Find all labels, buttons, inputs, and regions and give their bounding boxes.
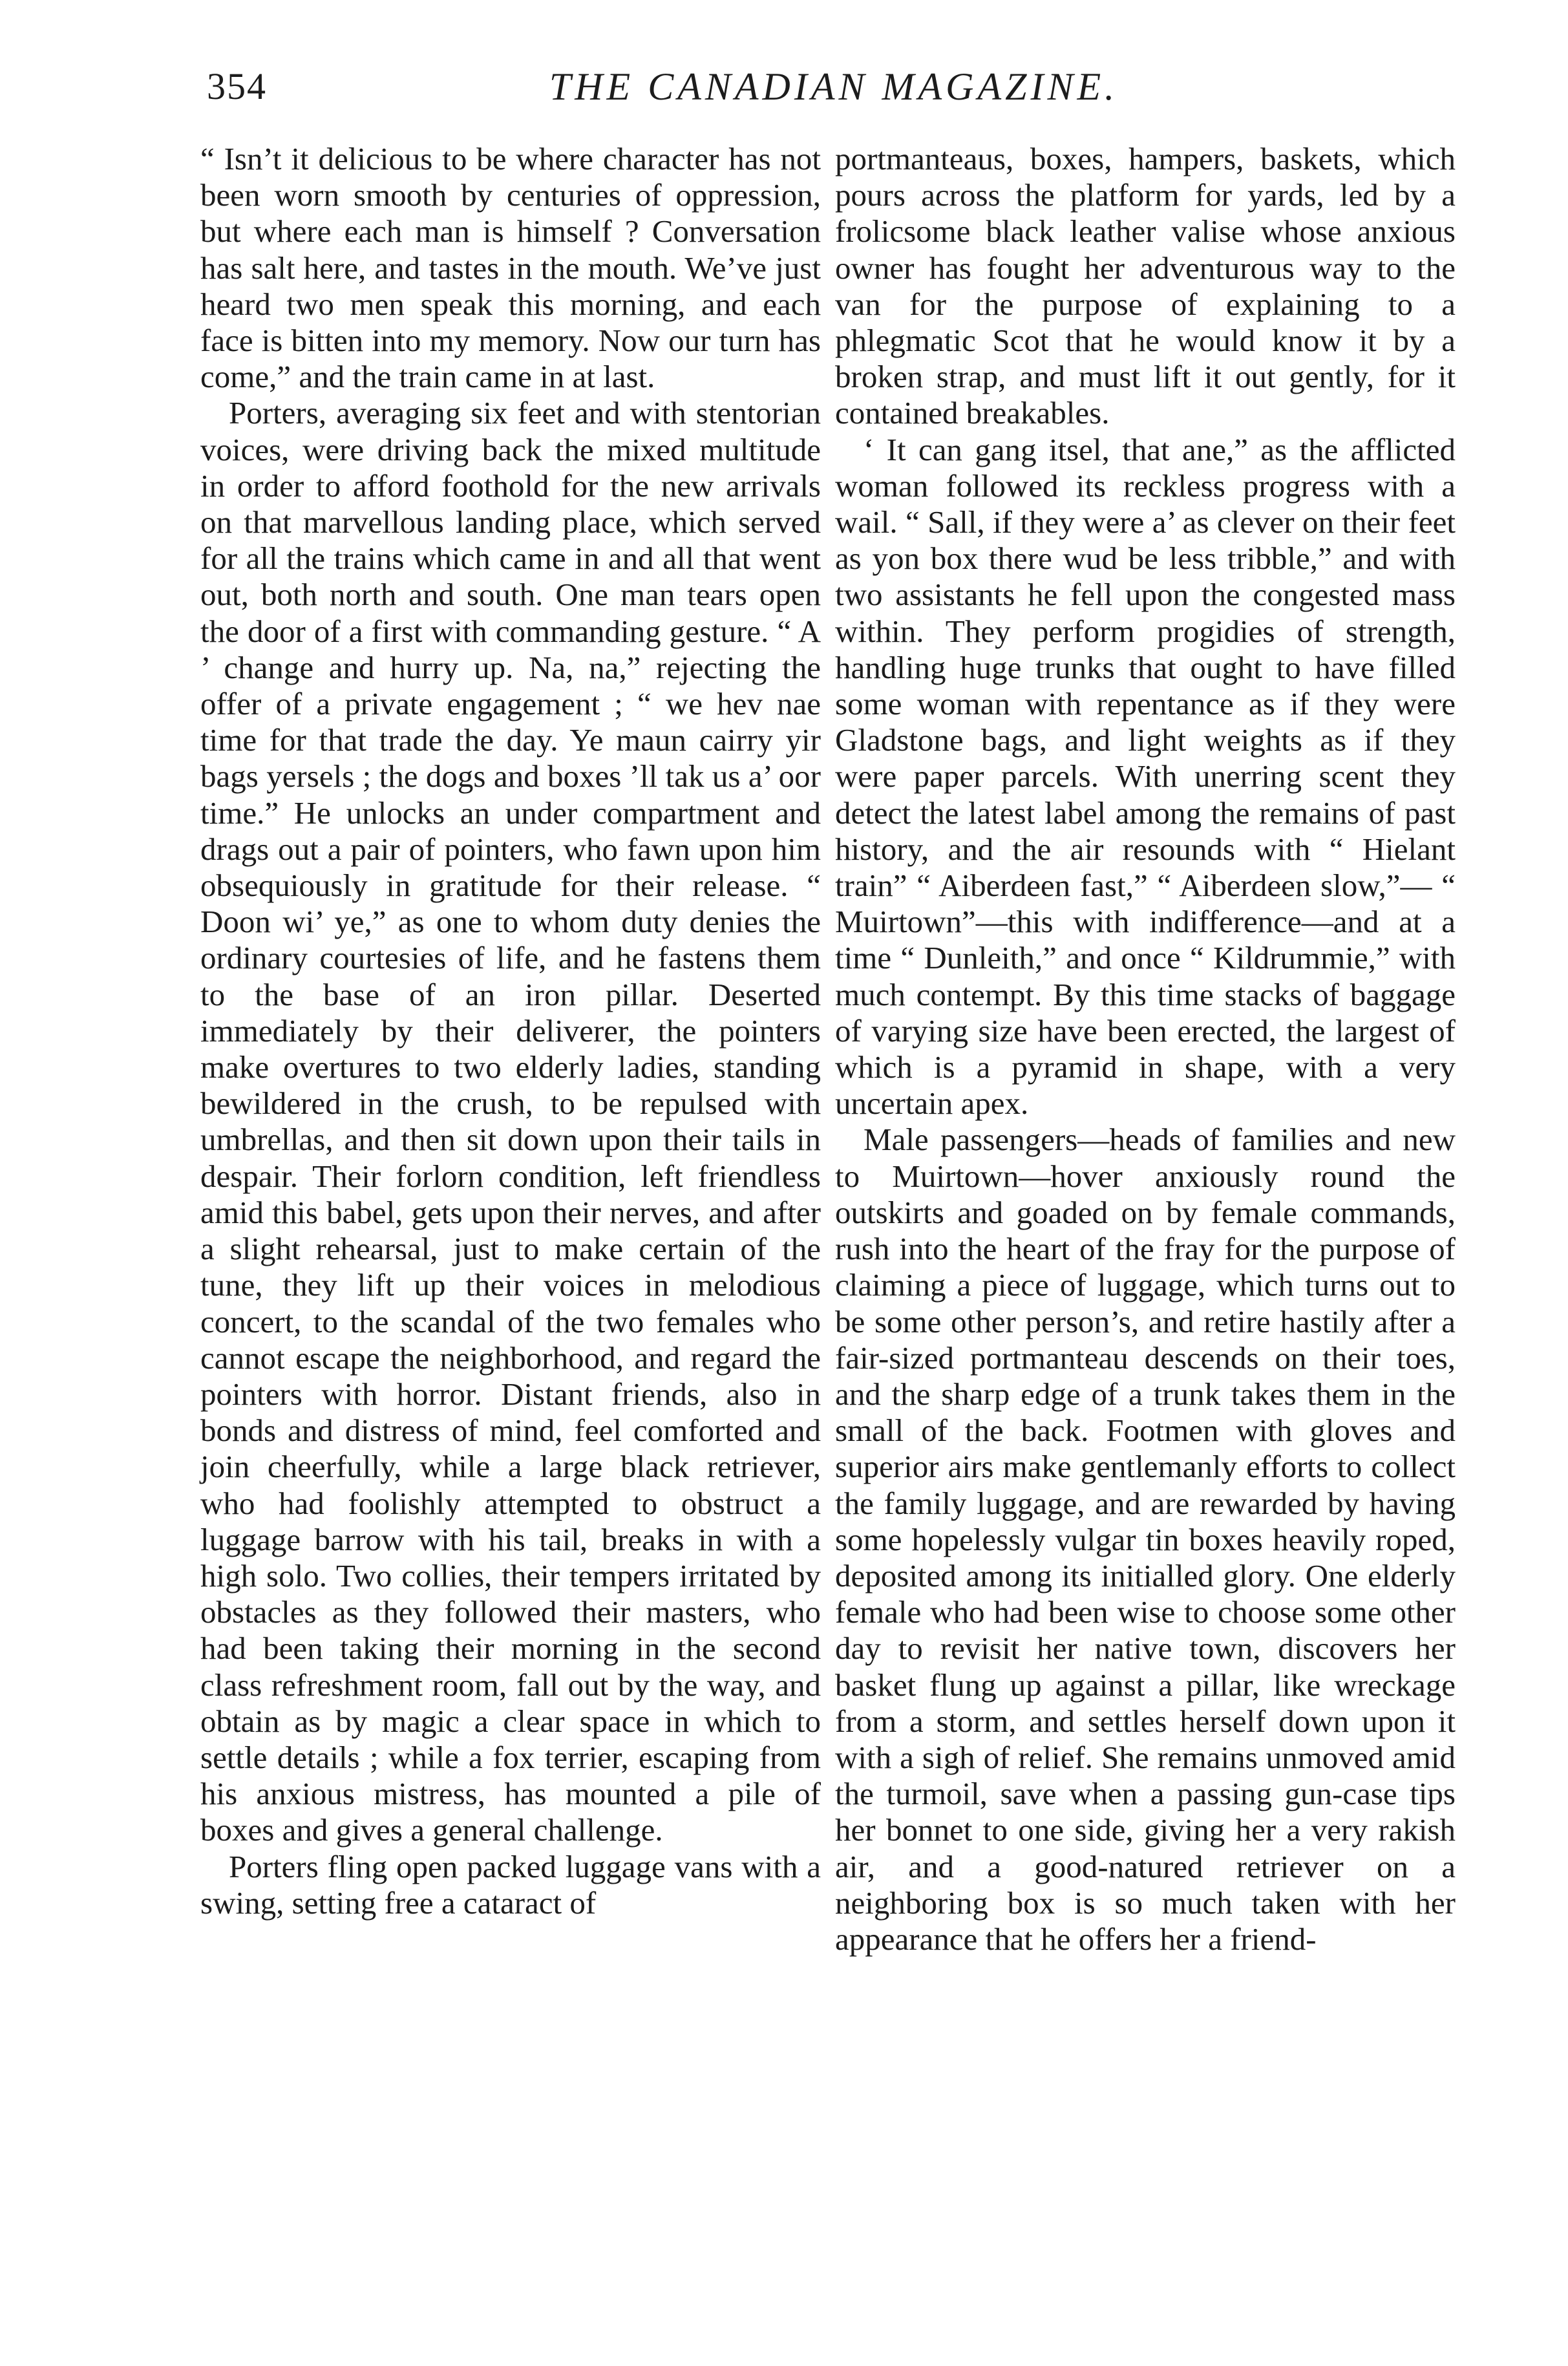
page-header <box>207 65 1461 129</box>
paragraph: Porters fling open packed luggage vans with a swing, setting free a cataract of <box>200 1848 821 1921</box>
paragraph: Porters, averaging six feet and with stentorian voices, were driving back the mixed multitude in order to afford foothold for the new arrivals on that marvellous landing place, which served for all the trains which came in and all that went out, both north and south. One man tears open the door of a first with commanding gesture. “ A ’ change and hurry up. Na, na,” rejecting the offer of a private engagement ; “ we hev nae time for that trade the day. Ye maun cairry yir bags yersels ; the dogs and boxes ’ll tak us a’ oor time.” He unlocks an under compartment and drags out a pair of pointers, who fawn upon him obsequiously in gratitude for their release. “ Doon wi’ ye,” as one to whom duty denies the ordinary courtesies of life, and he fastens them to the base of an iron pillar. Deserted immediately by their deliverer, the pointers make overtures to two elderly ladies, standing bewildered in the crush, to be repulsed with umbrellas, and then sit down upon their tails in despair. Their forlorn condition, left friendless amid this babel, gets upon their nerves, and after a slight rehearsal, just to make certain of the tune, they lift up their voices in melodious concert, to the scandal of the two females who cannot escape the neighborhood, and regard the pointers with horror. Distant friends, also in bonds and distress of mind, feel comforted and join cheerfully, while a large black retriever, who had foolishly attempted to obstruct a luggage barrow with his tail, breaks in with a high solo. Two collies, their tempers irritated by obstacles as they followed their masters, who had been taking their morning in the second class refreshment room, fall out by the way, and obtain as by magic a clear space in which to settle details ; while a fox terrier, escaping from his anxious mistress, has mounted a pile of boxes and gives a general challenge. <box>200 395 821 1848</box>
page-number: 354 <box>207 65 267 107</box>
paragraph: ‘ It can gang itsel, that ane,” as the afflicted woman followed its reckless progress with a wail. “ Sall, if they were a’ as clever on their feet as yon box there wud be less tribble,” and with two assistants he fell upon the congested mass within. They perform progidies of strength, handling huge trunks that ought to have filled some woman with repentance as if they were Gladstone bags, and light weights as if they were paper parcels. With unerring scent they detect the latest label among the remains of past history, and the air resounds with “ Hielant train” “ Aiberdeen fast,” “ Aiberdeen slow,”— “ Muirtown”—this with indifference—and at a time “ Dunleith,” and once “ Kildrummie,” with much contempt. By this time stacks of baggage of varying size have been erected, the largest of which is a pyramid in shape, with a very uncertain apex. <box>835 431 1456 1122</box>
paragraph: portmanteaus, boxes, hampers, baskets, which pours across the platform for yards, led by a frolicsome black leather valise whose anxious owner has fought her adventurous way to the van for the purpose of explaining to a phlegmatic Scot that he would know it by a broken strap, and must lift it out gently, for it contained breakables. <box>835 141 1456 431</box>
paragraph: Male passengers—heads of families and new to Muirtown—hover anxiously round the outskirts and goaded on by female commands, rush into the heart of the fray for the purpose of claiming a piece of luggage, which turns out to be some other person’s, and retire hastily after a fair-sized portmanteau descends on their toes, and the sharp edge of a trunk takes them in the small of the back. Footmen with gloves and superior airs make gentlemanly efforts to collect the family luggage, and are rewarded by having some hopelessly vulgar tin boxes heavily roped, deposited among its initialled glory. One elderly female who had been wise to choose some other day to revisit her native town, discovers her basket flung up against a pillar, like wreckage from a storm, and settles herself down upon it with a sigh of relief. She remains unmoved amid the turmoil, save when a passing gun-case tips her bonnet to one side, giving her a very rakish air, and a good-natured retriever on a neighboring box is so much taken with her appearance that he offers her a friend- <box>835 1122 1456 1957</box>
paragraph: “ Isn’t it delicious to be where character has not been worn smooth by centuries of oppression, but where each man is himself ? Conversation has salt here, and tastes in the mouth. We’ve just heard two men speak this morning, and each face is bitten into my memory. Now our turn has come,” and the train came in at last. <box>200 141 821 395</box>
running-title: THE CANADIAN MAGAZINE. <box>549 65 1119 108</box>
right-column <box>835 141 1456 2339</box>
left-column <box>200 141 821 2339</box>
